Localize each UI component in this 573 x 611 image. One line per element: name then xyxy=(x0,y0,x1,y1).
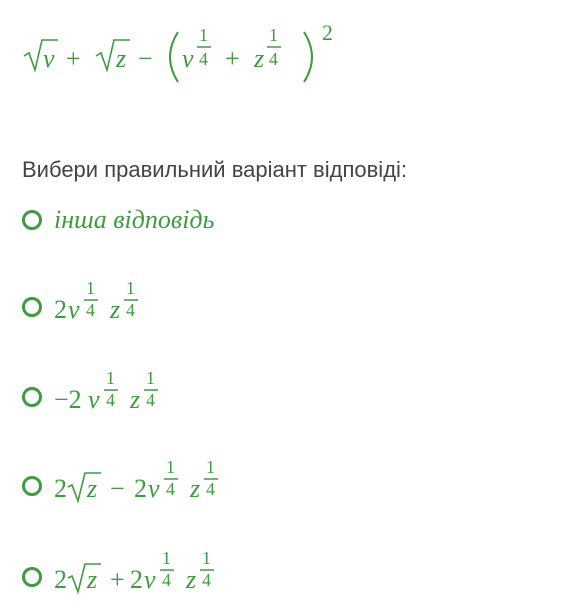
option-4-den2: 4 xyxy=(206,479,215,499)
option-4-formula xyxy=(54,461,274,511)
radio-icon[interactable] xyxy=(22,210,42,230)
radio-icon[interactable] xyxy=(22,297,42,317)
option-5-den1: 4 xyxy=(162,570,171,590)
question-prompt: Вибери правильний варіант відповіді: xyxy=(22,157,408,182)
problem-num2: 1 xyxy=(269,25,278,45)
option-2-z: z xyxy=(110,295,121,324)
option-3-formula xyxy=(54,372,214,422)
option-4-op: − xyxy=(110,474,125,503)
problem-num1: 1 xyxy=(199,25,208,45)
option-4[interactable] xyxy=(22,461,274,511)
option-2[interactable] xyxy=(22,282,194,332)
problem-plus1: + xyxy=(66,44,81,73)
problem-plus2: + xyxy=(225,44,240,73)
option-2-den1: 4 xyxy=(86,300,95,320)
option-2-coef: 2 xyxy=(54,295,67,324)
option-4-v: v xyxy=(148,474,160,503)
problem-power: 2 xyxy=(322,20,333,45)
problem-z1: z xyxy=(116,44,127,73)
problem-den2: 4 xyxy=(269,49,278,69)
option-5-sqrt-z: z xyxy=(87,565,98,594)
option-5-coef2: 2 xyxy=(130,565,143,594)
radio-icon[interactable] xyxy=(22,567,42,587)
option-3-z: z xyxy=(130,385,141,414)
option-3-v: v xyxy=(88,385,100,414)
problem-formula xyxy=(22,10,352,90)
option-5-den2: 4 xyxy=(202,570,211,590)
option-1[interactable] xyxy=(22,205,214,235)
option-4-den1: 4 xyxy=(166,479,175,499)
option-5-v: v xyxy=(144,565,156,594)
option-3-coef: −2 xyxy=(54,385,82,414)
option-3-num1: 1 xyxy=(106,372,115,388)
problem-minus: − xyxy=(138,44,153,73)
option-5-op: + xyxy=(110,565,125,594)
option-2-num2: 1 xyxy=(126,282,135,298)
option-4-num2: 1 xyxy=(206,461,215,477)
option-2-formula xyxy=(54,282,194,332)
radio-icon[interactable] xyxy=(22,476,42,496)
option-5-num2: 1 xyxy=(202,552,211,568)
option-4-num1: 1 xyxy=(166,461,175,477)
option-3[interactable] xyxy=(22,372,214,422)
option-5-formula xyxy=(54,552,274,602)
problem-expression xyxy=(22,10,352,90)
radio-icon[interactable] xyxy=(22,387,42,407)
option-3-num2: 1 xyxy=(146,372,155,388)
option-2-num1: 1 xyxy=(86,282,95,298)
option-3-den1: 4 xyxy=(106,390,115,410)
problem-z2: z xyxy=(254,44,265,73)
option-1-label: інша відповідь xyxy=(54,205,215,234)
option-4-coef: 2 xyxy=(54,474,67,503)
option-4-coef2: 2 xyxy=(134,474,147,503)
option-4-z: z xyxy=(190,474,201,503)
problem-v1: v xyxy=(43,44,55,73)
problem-den1: 4 xyxy=(199,49,208,69)
option-5[interactable] xyxy=(22,552,274,602)
option-2-v: v xyxy=(68,295,80,324)
option-3-den2: 4 xyxy=(146,390,155,410)
option-5-coef: 2 xyxy=(54,565,67,594)
option-2-den2: 4 xyxy=(126,300,135,320)
option-5-num1: 1 xyxy=(162,552,171,568)
option-4-sqrt-z: z xyxy=(87,474,98,503)
option-5-z: z xyxy=(186,565,197,594)
problem-v2: v xyxy=(182,44,194,73)
